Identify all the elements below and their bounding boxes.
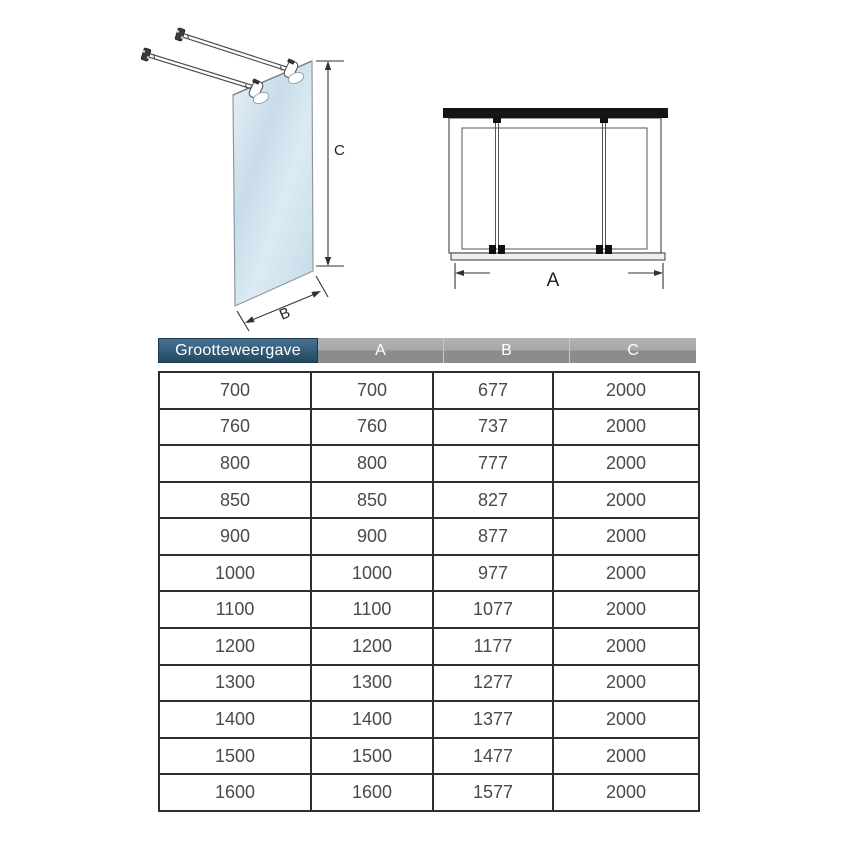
- glass-outline: [449, 118, 661, 253]
- table-cell: 777: [433, 445, 553, 482]
- table-row: [159, 774, 699, 811]
- table-row: [159, 591, 699, 628]
- table-cell: 1100: [311, 591, 433, 628]
- table-cell: 1377: [433, 701, 553, 738]
- table-row: [159, 518, 699, 555]
- dim-label-b: B: [276, 304, 293, 324]
- table-cell: 900: [311, 518, 433, 555]
- table-cell: 1400: [159, 701, 311, 738]
- table-cell: 760: [159, 409, 311, 446]
- dim-label-c: C: [334, 142, 345, 159]
- support-bar-rear-wall-bracket: [175, 28, 185, 42]
- table-cell: 2000: [553, 665, 699, 702]
- table-row: [159, 701, 699, 738]
- table-cell: 2000: [553, 555, 699, 592]
- size-table-header: [158, 338, 696, 363]
- table-cell: 1600: [311, 774, 433, 811]
- table-row: [159, 482, 699, 519]
- glass-panel: [233, 61, 313, 306]
- table-cell: 737: [433, 409, 553, 446]
- table-cell: 1200: [159, 628, 311, 665]
- table-cell: 2000: [553, 701, 699, 738]
- table-cell: 827: [433, 482, 553, 519]
- table-cell: 2000: [553, 518, 699, 555]
- table-row: [159, 665, 699, 702]
- header-size-display: Grootteweergave: [158, 338, 318, 363]
- table-cell: 2000: [553, 445, 699, 482]
- table-cell: 700: [159, 372, 311, 409]
- table-cell: 1600: [159, 774, 311, 811]
- size-table-body: [159, 372, 699, 811]
- table-row: [159, 372, 699, 409]
- support-bar-front: [147, 53, 255, 89]
- table-cell: 2000: [553, 372, 699, 409]
- table-cell: 1577: [433, 774, 553, 811]
- rod-top-connector: [493, 117, 501, 123]
- support-bar-rear: [181, 33, 290, 71]
- table-cell: 677: [433, 372, 553, 409]
- size-table: [158, 371, 700, 812]
- support-rods: [496, 118, 606, 246]
- table-row: [159, 628, 699, 665]
- bottom-profile-bar: [451, 253, 665, 260]
- rod-top-connector: [600, 117, 608, 123]
- table-cell: 2000: [553, 738, 699, 775]
- table-cell: 1500: [159, 738, 311, 775]
- table-cell: 1300: [311, 665, 433, 702]
- table-cell: 1100: [159, 591, 311, 628]
- dim-label-a: A: [546, 270, 560, 291]
- table-cell: 1400: [311, 701, 433, 738]
- table-cell: 700: [311, 372, 433, 409]
- table-cell: 1300: [159, 665, 311, 702]
- table-cell: 2000: [553, 482, 699, 519]
- table-cell: 2000: [553, 409, 699, 446]
- table-cell: 1500: [311, 738, 433, 775]
- table-cell: 760: [311, 409, 433, 446]
- table-cell: 1177: [433, 628, 553, 665]
- wall-mount-bar: [443, 108, 668, 118]
- table-cell: 1477: [433, 738, 553, 775]
- table-row: [159, 409, 699, 446]
- front-panel-diagram: [430, 95, 680, 300]
- table-cell: 800: [159, 445, 311, 482]
- table-row: [159, 445, 699, 482]
- isometric-panel-diagram: [130, 18, 430, 340]
- table-cell: 2000: [553, 774, 699, 811]
- table-row: [159, 738, 699, 775]
- table-cell: 850: [159, 482, 311, 519]
- header-col-a: A: [318, 338, 443, 363]
- table-cell: 2000: [553, 591, 699, 628]
- table-cell: 800: [311, 445, 433, 482]
- table-cell: 850: [311, 482, 433, 519]
- table-cell: 1277: [433, 665, 553, 702]
- table-cell: 900: [159, 518, 311, 555]
- glass-inner-outline: [462, 128, 647, 249]
- table-cell: 1000: [311, 555, 433, 592]
- dimension-c: [316, 61, 344, 266]
- header-col-b: B: [443, 338, 569, 363]
- table-cell: 977: [433, 555, 553, 592]
- table-cell: 877: [433, 518, 553, 555]
- table-cell: 2000: [553, 628, 699, 665]
- table-cell: 1000: [159, 555, 311, 592]
- table-row: [159, 555, 699, 592]
- table-cell: 1077: [433, 591, 553, 628]
- header-col-c: C: [569, 338, 696, 363]
- table-cell: 1200: [311, 628, 433, 665]
- support-bar-front-wall-bracket: [141, 48, 151, 62]
